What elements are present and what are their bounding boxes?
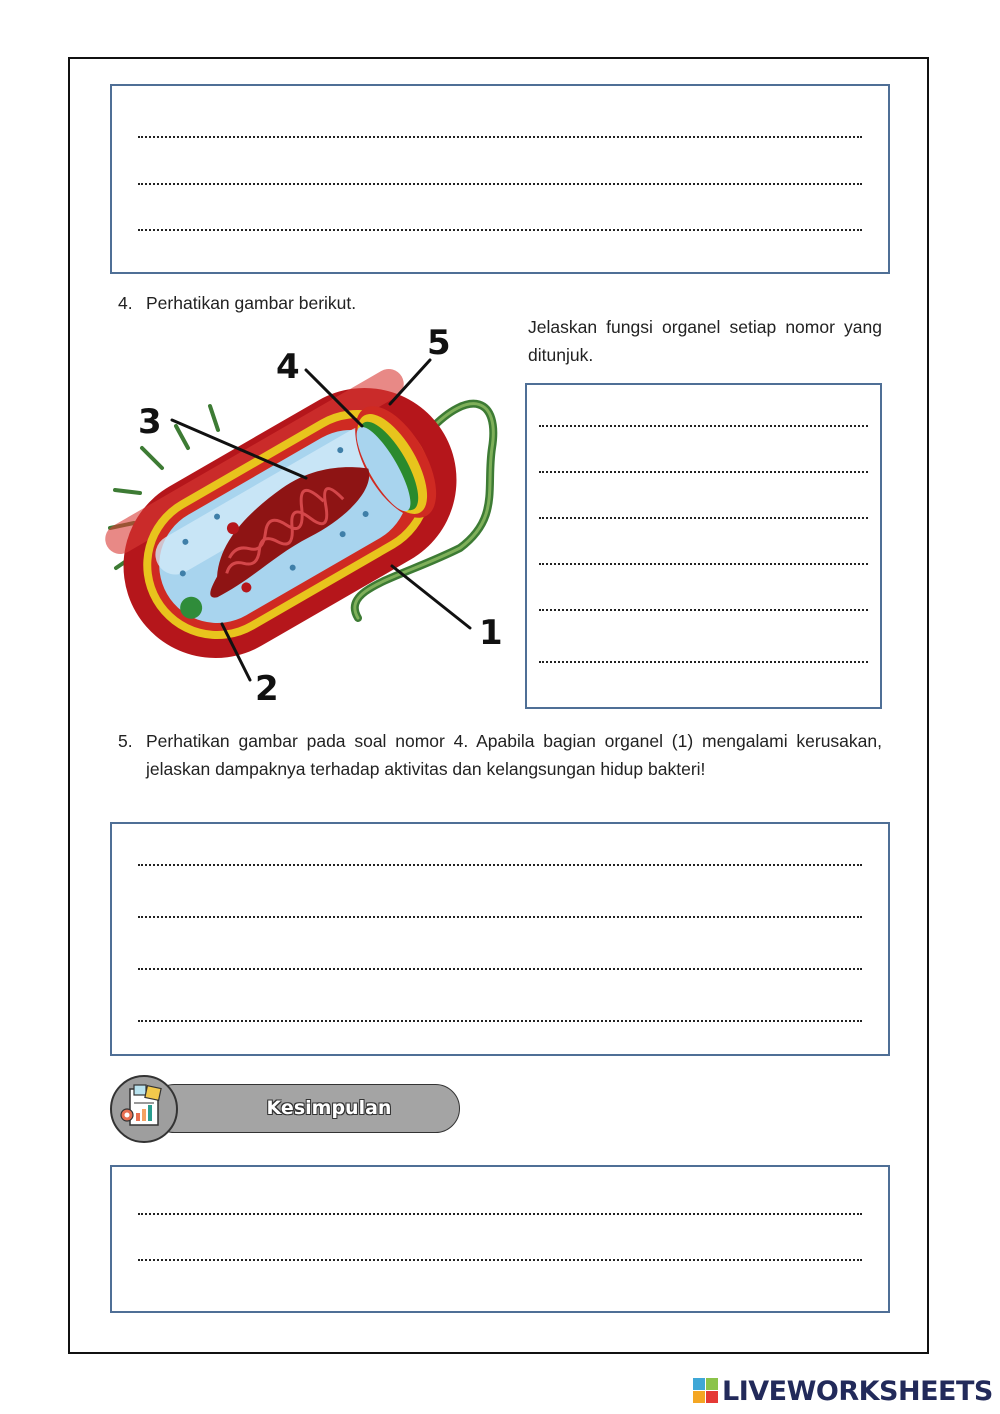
brand-name: LIVEWORKSHEETS <box>722 1375 993 1407</box>
answer-box-question-5 <box>110 822 890 1056</box>
conclusion-title: Kesimpulan <box>266 1097 392 1119</box>
answer-line-1[interactable] <box>138 838 862 866</box>
label-3: 3 <box>138 402 162 442</box>
answer-box-question-4 <box>525 383 882 709</box>
answer-line-4[interactable] <box>138 994 862 1022</box>
answer-line-4[interactable] <box>539 537 868 565</box>
question-5-number: 5. <box>118 731 133 751</box>
answer-line-1[interactable] <box>539 399 868 427</box>
answer-line-3[interactable] <box>138 203 862 231</box>
answer-box-previous <box>110 84 890 274</box>
label-5: 5 <box>427 323 451 363</box>
answer-line-2[interactable] <box>138 157 862 185</box>
question-4 <box>118 289 518 317</box>
label-4: 4 <box>276 347 300 387</box>
answer-line-1[interactable] <box>138 110 862 138</box>
answer-line-5[interactable] <box>539 583 868 611</box>
question-4-instruction: Jelaskan fungsi organel setiap nomor yang ditunjuk. <box>528 317 882 365</box>
bacteria-diagram <box>100 318 520 718</box>
answer-line-3[interactable] <box>539 491 868 519</box>
answer-line-2[interactable] <box>138 1233 862 1261</box>
conclusion-pill <box>150 1084 460 1133</box>
liveworksheets-logo <box>693 1375 993 1407</box>
answer-line-1[interactable] <box>138 1187 862 1215</box>
report-chart-icon <box>112 1077 176 1141</box>
answer-line-6[interactable] <box>539 635 868 663</box>
label-2: 2 <box>255 669 279 709</box>
answer-line-2[interactable] <box>138 890 862 918</box>
question-4-number: 4. <box>118 293 133 313</box>
conclusion-heading <box>110 1075 462 1145</box>
answer-box-conclusion <box>110 1165 890 1313</box>
question-5 <box>118 727 882 783</box>
label-1: 1 <box>479 613 503 653</box>
conclusion-icon <box>110 1075 178 1143</box>
answer-line-3[interactable] <box>138 942 862 970</box>
question-4-text: Perhatikan gambar berikut. <box>146 293 357 313</box>
liveworksheets-icon <box>693 1378 719 1404</box>
question-5-text: Perhatikan gambar pada soal nomor 4. Apabila bagian organel (1) mengalami kerusakan, jelaskan dampaknya terhadap aktivitas dan kelangsungan hidup bakteri! <box>146 731 882 779</box>
answer-line-2[interactable] <box>539 445 868 473</box>
